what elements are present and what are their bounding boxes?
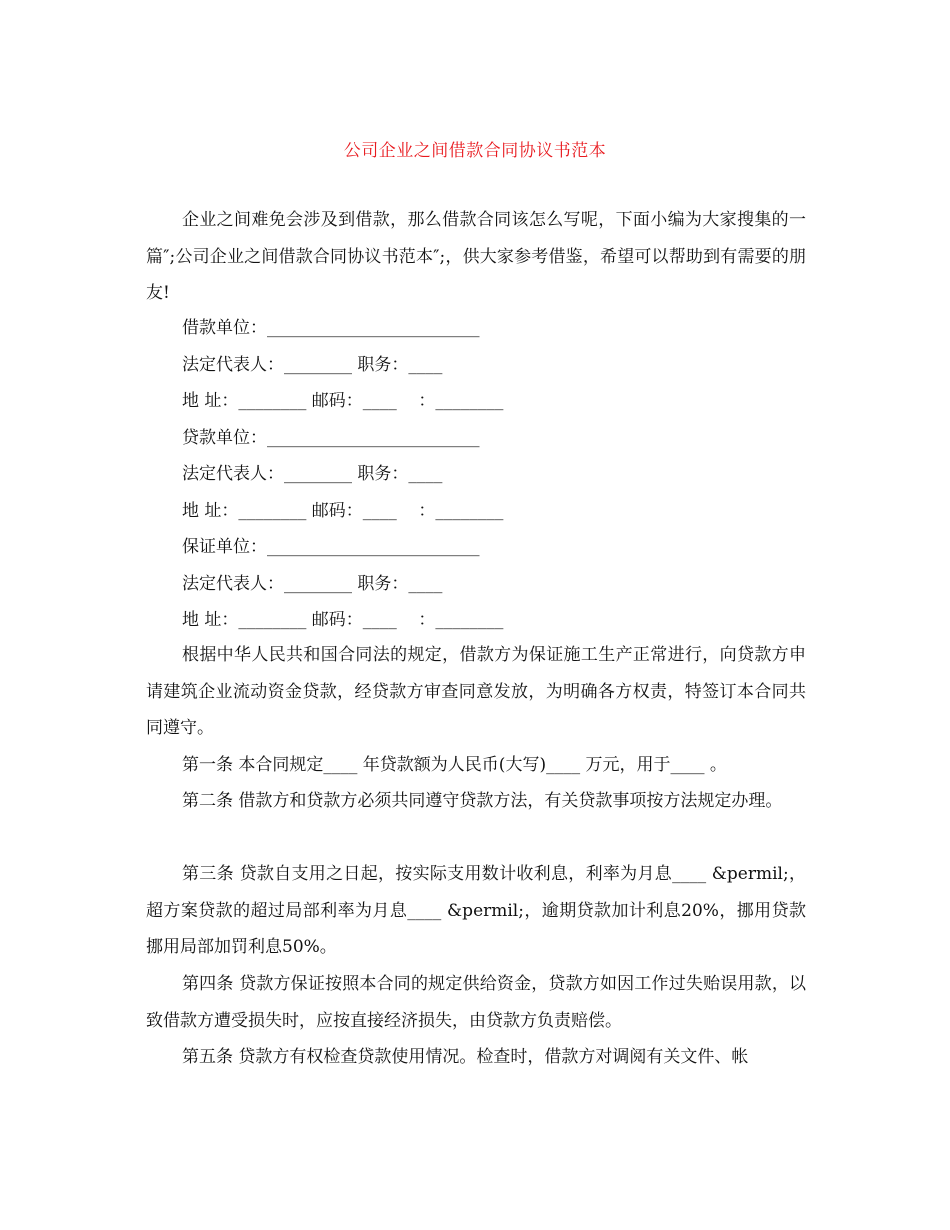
lender-representative-line: 法定代表人：________ 职务：____ [182, 464, 443, 484]
borrower-address-line: 地 址：________ 邮码：____ ：________ [182, 391, 504, 411]
article-5: 第五条 贷款方有权检查贷款使用情况。检查时，借款方对调阅有关文件、帐 [182, 1047, 749, 1067]
guarantor-address-line: 地 址：________ 邮码：____ ：________ [182, 610, 504, 630]
article-3: 第三条 贷款自支用之日起，按实际支用数计收利息，利率为月息____ &permil;，超方案贷款的超过局部利率为月息____ &permil;，逾期贷款加计利息20%，挪用贷款挪用局部加罚利息50%。 [146, 864, 806, 957]
document-title: 公司企业之间借款合同协议书范本 [343, 141, 607, 161]
article-1: 第一条 本合同规定____ 年贷款额为人民币(大写)____ 万元，用于____ 。 [182, 755, 727, 775]
article-2: 第二条 借款方和贷款方必须共同遵守贷款方法，有关贷款事项按方法规定办理。 [182, 791, 783, 811]
lender-unit-line: 贷款单位：_________________________ [182, 428, 480, 448]
intro-paragraph: 企业之间难免会涉及到借款，那么借款合同该怎么写呢，下面小编为大家搜集的一篇″;公司企业之间借款合同协议书范本″;，供大家参考借鉴，希望可以帮助到有需要的朋友! [146, 210, 806, 303]
guarantor-representative-line: 法定代表人：________ 职务：____ [182, 574, 443, 594]
preamble-paragraph: 根据中华人民共和国合同法的规定，借款方为保证施工生产正常进行，向贷款方申请建筑企业流动资金贷款，经贷款方审查同意发放，为明确各方权责，特签订本合同共同遵守。 [146, 645, 806, 738]
article-4: 第四条 贷款方保证按照本合同的规定供给资金，贷款方如因工作过失贻误用款，以致借款方遭受损失时，应按直接经济损失，由贷款方负责赔偿。 [146, 974, 806, 1031]
guarantor-unit-line: 保证单位：_________________________ [182, 537, 480, 557]
lender-address-line: 地 址：________ 邮码：____ ：________ [182, 501, 504, 521]
borrower-unit-line: 借款单位：_________________________ [182, 318, 480, 338]
borrower-representative-line: 法定代表人：________ 职务：____ [182, 355, 443, 375]
